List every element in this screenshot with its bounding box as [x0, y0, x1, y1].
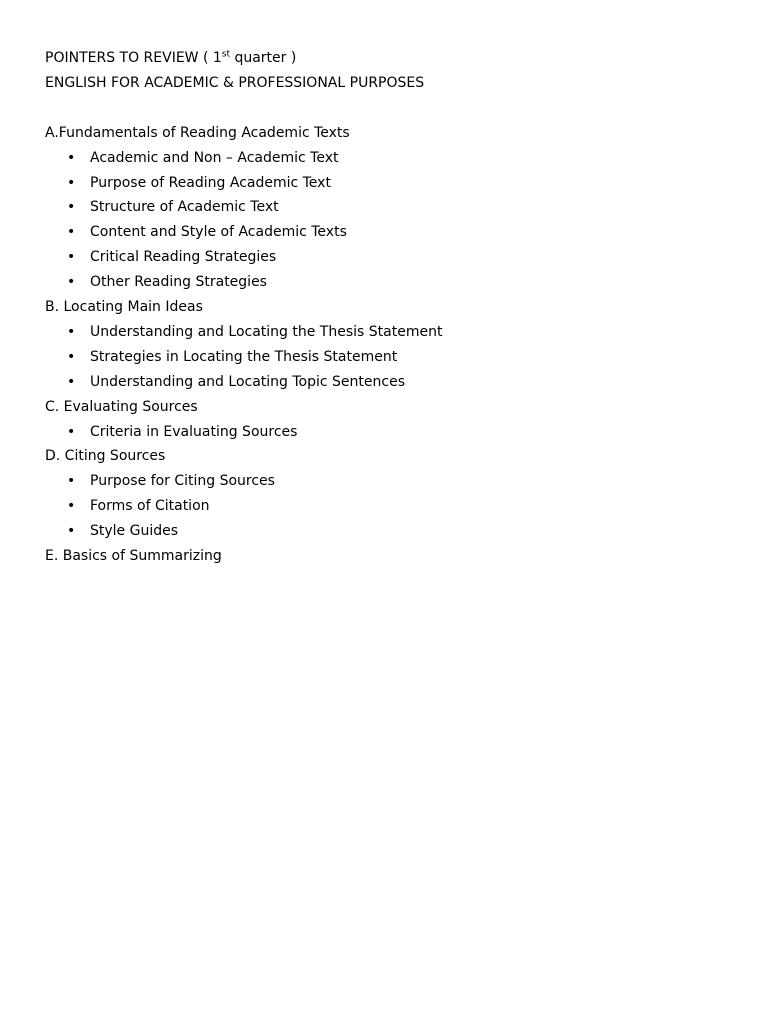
list-item — [45, 320, 745, 345]
bullet-list — [45, 420, 745, 445]
document-content — [45, 46, 745, 569]
list-item — [45, 469, 745, 494]
list-item — [45, 370, 745, 395]
bullet-icon: • — [67, 373, 76, 390]
list-item — [45, 519, 745, 544]
bullet-icon: • — [67, 274, 76, 291]
list-item — [45, 245, 745, 270]
bullet-list — [45, 469, 745, 544]
section-heading: A.Fundamentals of Reading Academic Texts — [45, 124, 350, 141]
list-item — [45, 345, 745, 370]
bullet-icon: • — [67, 423, 76, 440]
list-item-text: Structure of Academic Text — [90, 199, 279, 216]
list-item — [45, 171, 745, 196]
bullet-icon: • — [67, 348, 76, 365]
section-heading: B. Locating Main Ideas — [45, 299, 203, 316]
bullet-icon: • — [67, 199, 76, 216]
bullet-icon: • — [67, 523, 76, 540]
blank-line — [45, 96, 745, 121]
title-main: POINTERS TO REVIEW ( 1 — [45, 50, 222, 66]
bullet-icon: • — [67, 174, 76, 191]
list-item-text: Other Reading Strategies — [90, 274, 267, 291]
section-heading: D. Citing Sources — [45, 448, 166, 465]
list-item-text: Purpose for Citing Sources — [90, 473, 275, 490]
bullet-icon: • — [67, 323, 76, 340]
list-item-text: Understanding and Locating the Thesis Statement — [90, 323, 443, 340]
bullet-list — [45, 146, 745, 295]
list-item-text: Content and Style of Academic Texts — [90, 224, 347, 241]
list-item — [45, 494, 745, 519]
bullet-icon: • — [67, 249, 76, 266]
list-item-text: Strategies in Locating the Thesis Statement — [90, 348, 398, 365]
list-item — [45, 270, 745, 295]
title-superscript: st — [221, 49, 231, 60]
list-item-text: Style Guides — [90, 523, 179, 540]
list-item — [45, 195, 745, 220]
list-item-text: Forms of Citation — [90, 498, 210, 515]
list-item-text: Purpose of Reading Academic Text — [90, 174, 331, 191]
list-item-text: Understanding and Locating Topic Sentences — [90, 373, 405, 390]
section-heading: E. Basics of Summarizing — [45, 548, 222, 565]
bullet-list — [45, 320, 745, 395]
bullet-icon: • — [67, 224, 76, 241]
list-item — [45, 220, 745, 245]
section-heading: C. Evaluating Sources — [45, 398, 198, 415]
list-item-text: Criteria in Evaluating Sources — [90, 423, 298, 440]
list-item — [45, 146, 745, 171]
list-item-text: Critical Reading Strategies — [90, 249, 277, 266]
document-title — [45, 46, 745, 71]
bullet-icon: • — [67, 149, 76, 166]
list-item — [45, 420, 745, 445]
list-item-text: Academic and Non – Academic Text — [90, 149, 339, 166]
bullet-icon: • — [67, 498, 76, 515]
bullet-icon: • — [67, 473, 76, 490]
title-end: quarter ) — [230, 50, 297, 66]
document-subtitle: ENGLISH FOR ACADEMIC & PROFESSIONAL PURPOSES — [45, 74, 425, 91]
